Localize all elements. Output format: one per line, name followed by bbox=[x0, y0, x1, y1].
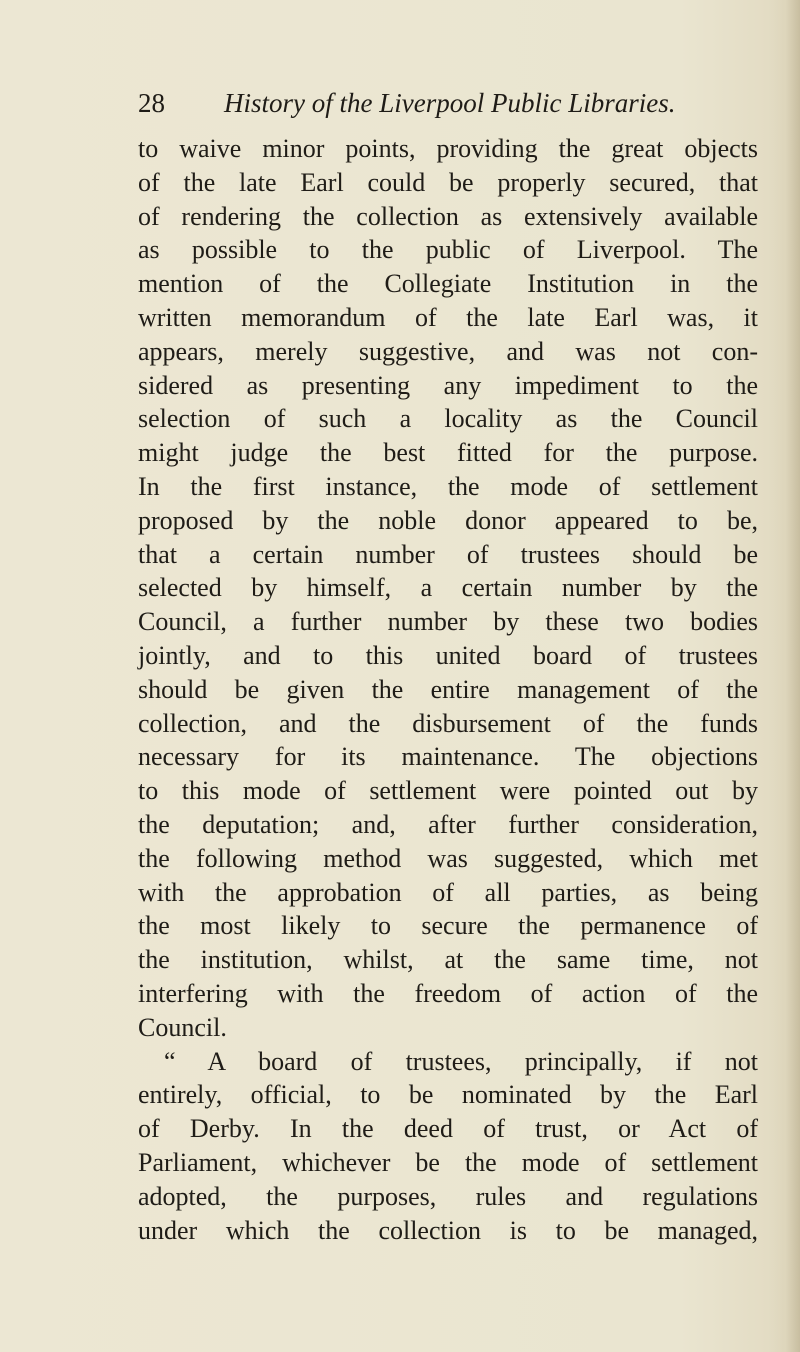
text-line: might judge the best fitted for the purpose. bbox=[138, 438, 758, 468]
text-line: of rendering the collection as extensively available bbox=[138, 201, 758, 231]
text-line: jointly, and to this united board of trustees bbox=[138, 640, 758, 670]
text-line: selected by himself, a certain number by the bbox=[138, 573, 758, 603]
text-line: that a certain number of trustees should be bbox=[138, 539, 758, 569]
text-line: mention of the Collegiate Institution in the bbox=[138, 269, 758, 299]
text-line: proposed by the noble donor appeared to be, bbox=[138, 505, 758, 535]
text-line: Council. bbox=[138, 1012, 227, 1042]
text-line: entirely, official, to be nominated by the Earl bbox=[138, 1080, 758, 1110]
running-title: History of the Liverpool Public Libraries. bbox=[224, 88, 676, 118]
text-line: interfering with the freedom of action of the bbox=[138, 978, 758, 1008]
text-line: collection, and the disbursement of the funds bbox=[138, 708, 758, 738]
text-line: “ A board of trustees, principally, if not bbox=[164, 1046, 758, 1076]
text-line: to this mode of settlement were pointed out by bbox=[138, 776, 758, 806]
body-text bbox=[138, 132, 758, 1247]
text-line: with the approbation of all parties, as being bbox=[138, 877, 758, 907]
text-line: written memorandum of the late Earl was, it bbox=[138, 302, 758, 332]
text-line: Council, a further number by these two bodies bbox=[138, 607, 758, 637]
text-line: Parliament, whichever be the mode of settlement bbox=[138, 1147, 758, 1177]
text-line: of Derby. In the deed of trust, or Act of bbox=[138, 1114, 758, 1144]
text-line: under which the collection is to be managed, bbox=[138, 1215, 758, 1245]
text-line: as possible to the public of Liverpool. The bbox=[138, 235, 758, 265]
text-line: the institution, whilst, at the same time, not bbox=[138, 945, 758, 975]
text-line: should be given the entire management of the bbox=[138, 674, 758, 704]
text-line: appears, merely suggestive, and was not con- bbox=[138, 336, 758, 366]
text-line: to waive minor points, providing the great objects bbox=[138, 134, 758, 163]
text-line: the most likely to secure the permanence of bbox=[138, 911, 758, 941]
text-line: the deputation; and, after further consideration, bbox=[138, 809, 758, 839]
text-line: necessary for its maintenance. The objections bbox=[138, 742, 758, 772]
page-header bbox=[138, 88, 698, 124]
text-line: selection of such a locality as the Council bbox=[138, 404, 758, 434]
text-line: In the first instance, the mode of settlement bbox=[138, 471, 758, 501]
text-line: the following method was suggested, which met bbox=[138, 843, 758, 873]
text-line: sidered as presenting any impediment to the bbox=[138, 370, 758, 400]
text-line: of the late Earl could be properly secured, that bbox=[138, 167, 758, 197]
page-edge-shadow bbox=[786, 0, 800, 1352]
page-number: 28 bbox=[138, 88, 165, 118]
text-line: adopted, the purposes, rules and regulations bbox=[138, 1181, 758, 1211]
